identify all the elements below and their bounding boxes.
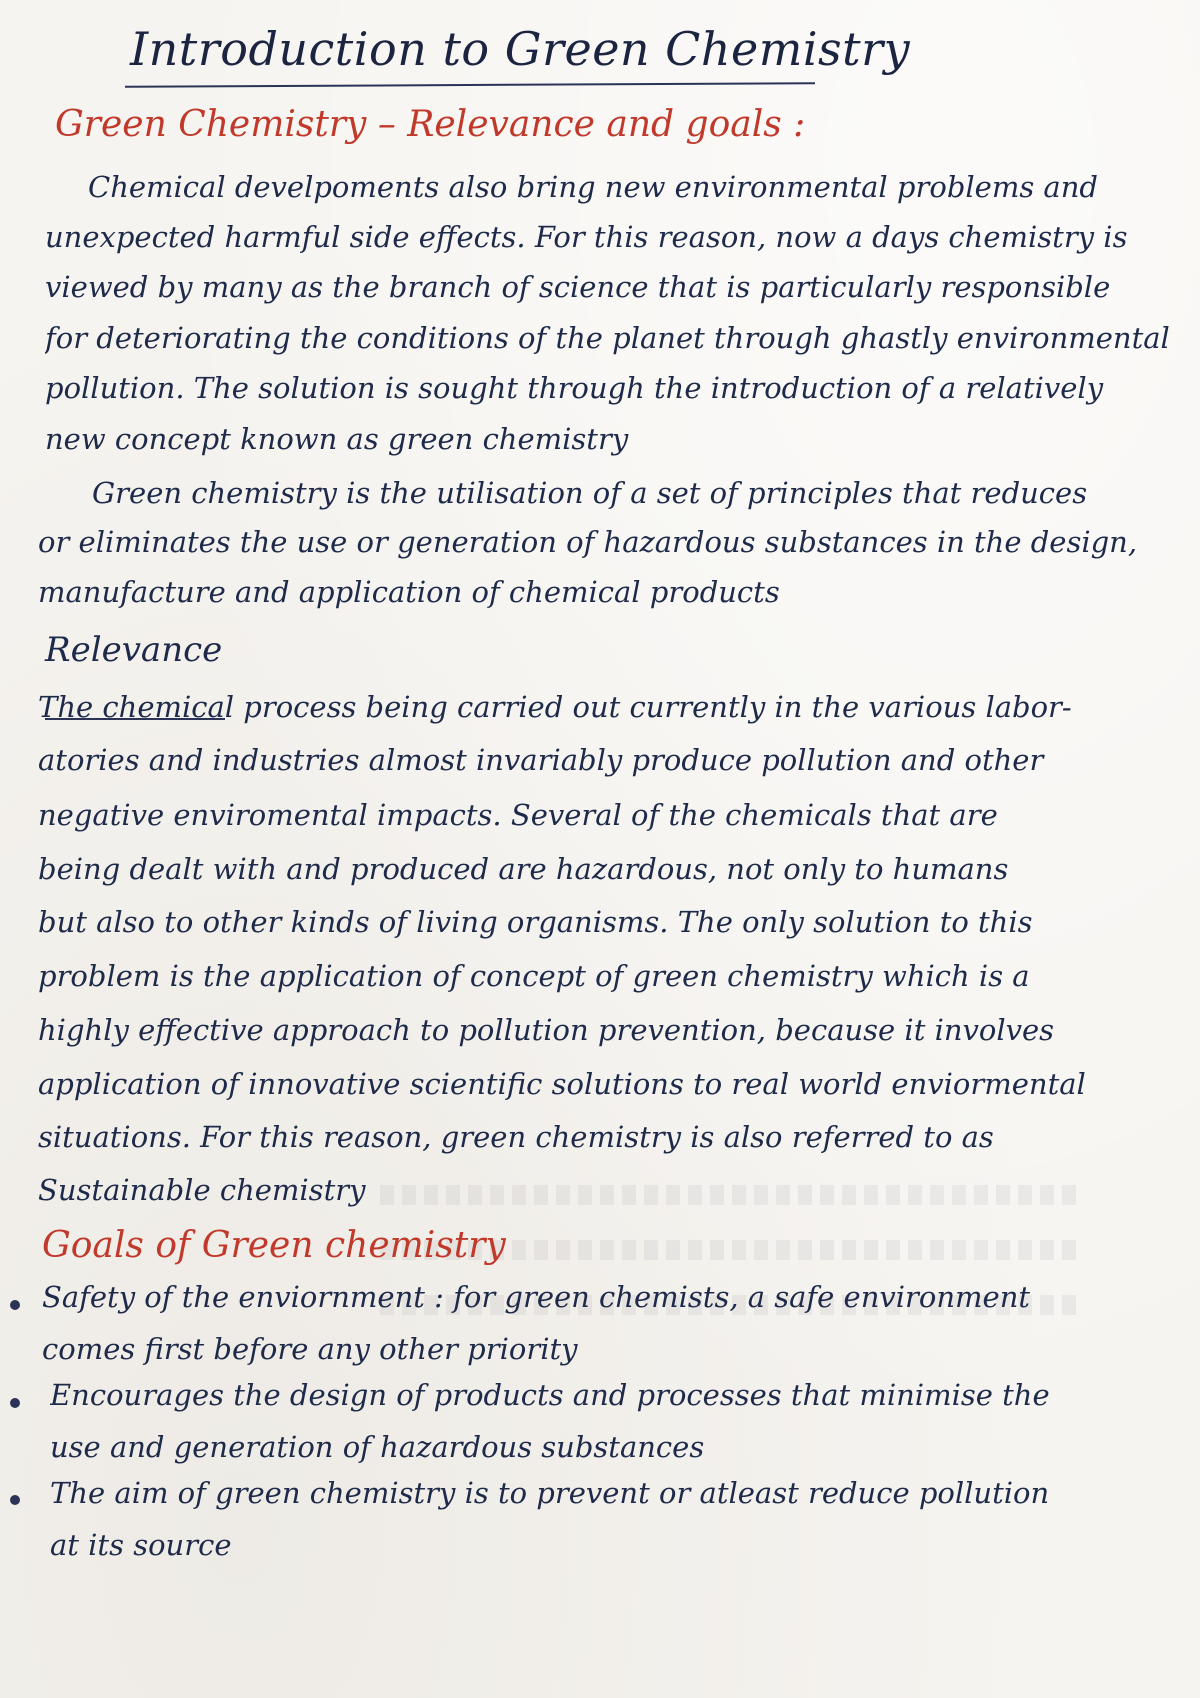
intro-line: for deteriorating the conditions of the planet through ghastly environmental: [45, 323, 1170, 355]
goal-line: The aim of green chemistry is to prevent or atleast reduce pollution: [50, 1478, 1050, 1510]
relevance-line: but also to other kinds of living organisms. The only solution to this: [38, 907, 1033, 939]
relevance-heading: Relevance: [45, 630, 223, 670]
bullet-dot: [10, 1300, 20, 1310]
relevance-line: being dealt with and produced are hazardous, not only to humans: [38, 854, 1009, 886]
relevance-line: highly effective approach to pollution prevention, because it involves: [38, 1015, 1055, 1047]
page-title: Introduction to Green Chemistry: [130, 22, 911, 76]
goal-line: Encourages the design of products and processes that minimise the: [50, 1380, 1050, 1412]
goals-heading: Goals of Green chemistry: [42, 1225, 506, 1266]
intro-line: Chemical develpoments also bring new environmental problems and: [88, 172, 1098, 204]
intro-line: unexpected harmful side effects. For this reason, now a days chemistry is: [45, 222, 1128, 254]
relevance-line: atories and industries almost invariably produce pollution and other: [38, 745, 1044, 777]
relevance-line: negative enviromental impacts. Several of the chemicals that are: [38, 800, 998, 832]
bleed-through-mark: [380, 1185, 1080, 1205]
relevance-line: situations. For this reason, green chemistry is also referred to as: [38, 1122, 994, 1154]
intro-line: viewed by many as the branch of science that is particularly responsible: [45, 272, 1111, 304]
section-heading: Green Chemistry – Relevance and goals :: [55, 104, 806, 145]
bullet-dot: [10, 1495, 20, 1505]
definition-line: Green chemistry is the utilisation of a set of principles that reduces: [92, 478, 1088, 510]
bullet-dot: [10, 1398, 20, 1408]
relevance-line: Sustainable chemistry: [38, 1175, 366, 1207]
definition-line: or eliminates the use or generation of hazardous substances in the design,: [38, 527, 1138, 559]
goal-line: Safety of the enviornment : for green chemists, a safe environment: [42, 1282, 1031, 1314]
intro-line: pollution. The solution is sought through the introduction of a relatively: [45, 373, 1104, 405]
relevance-line: The chemical process being carried out currently in the various labor-: [38, 692, 1072, 724]
title-underline: [125, 82, 815, 88]
goal-line: use and generation of hazardous substances: [50, 1432, 705, 1464]
relevance-line: problem is the application of concept of green chemistry which is a: [38, 961, 1030, 993]
goal-line: comes first before any other priority: [42, 1334, 578, 1366]
intro-line: new concept known as green chemistry: [45, 424, 629, 456]
relevance-line: application of innovative scientific solutions to real world enviormental: [38, 1069, 1086, 1101]
definition-line: manufacture and application of chemical products: [38, 577, 780, 609]
goal-line: at its source: [50, 1530, 232, 1562]
